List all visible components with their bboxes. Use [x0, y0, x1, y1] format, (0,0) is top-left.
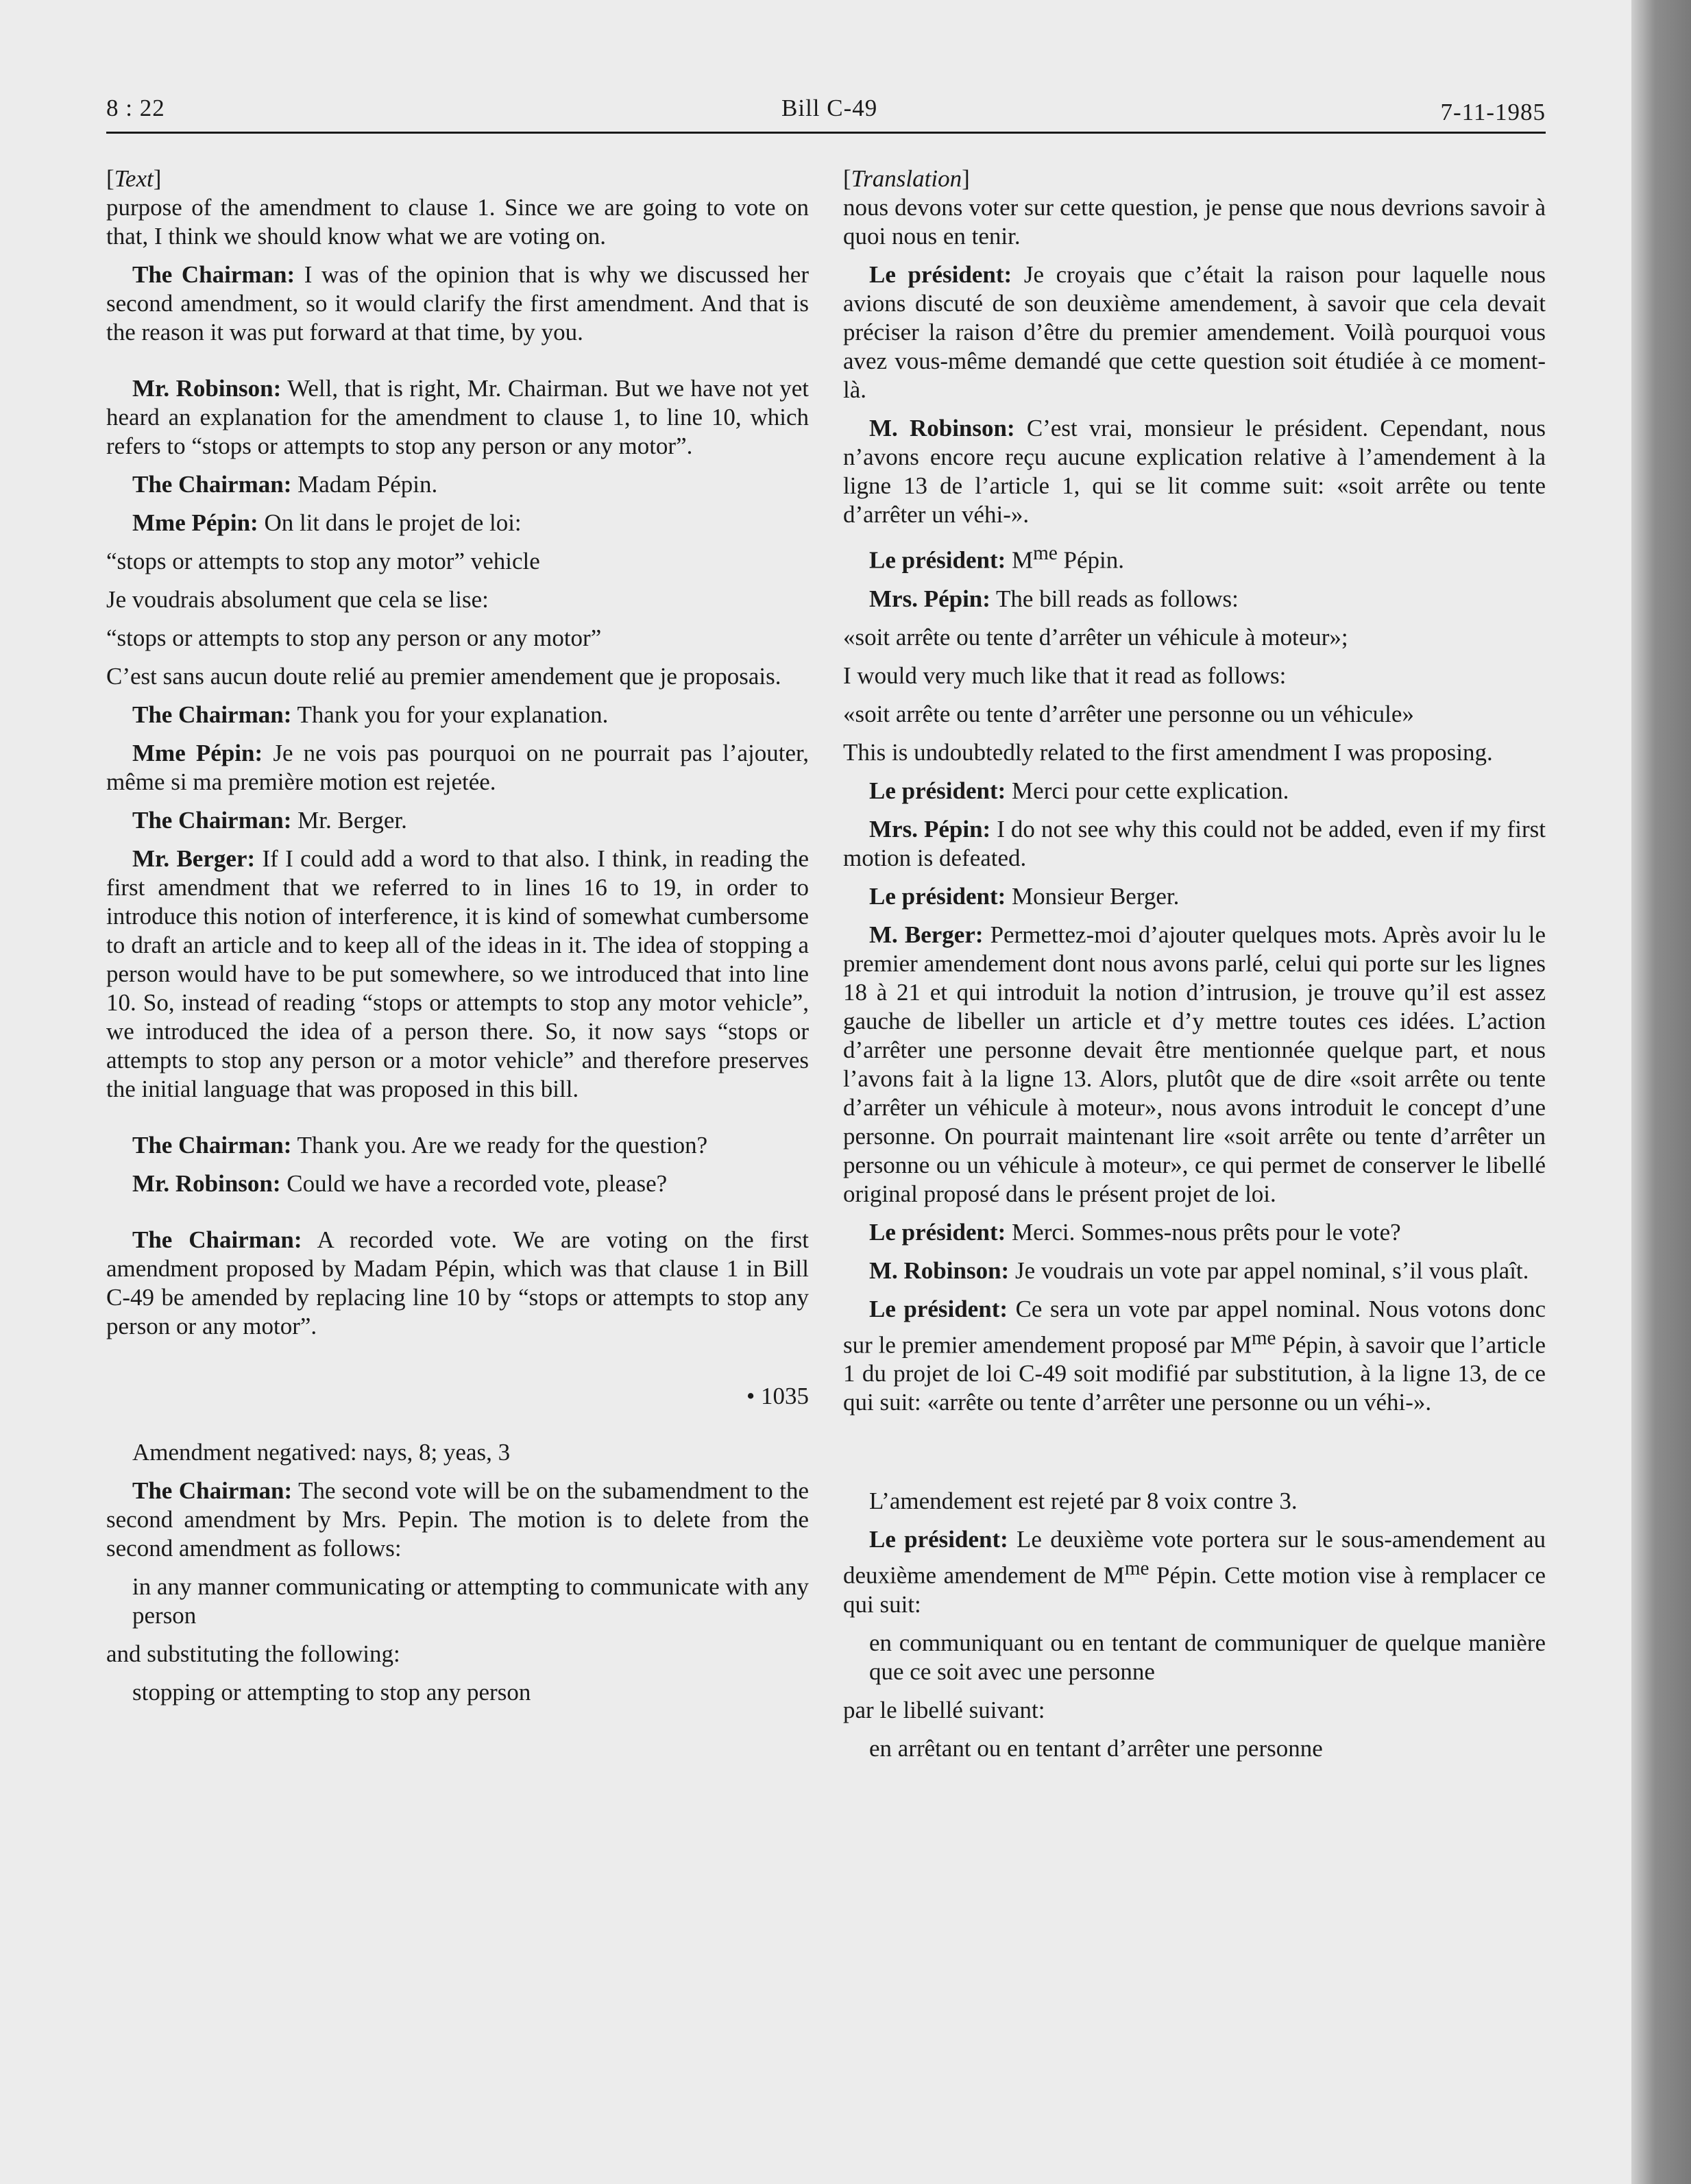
vote-result: L’amendement est rejeté par 8 voix contre 3. [869, 1488, 1298, 1515]
paragraph: The Chairman: I was of the opinion that is why we discussed her second amendment, so it would clarify the first amendment. And that is the reason it was put forward at that time, by you. [106, 261, 809, 345]
paragraph: Mme Pépin: Je ne vois pas pourquoi on ne pourrait pas l’ajouter, même si ma première motion est rejetée. [106, 740, 809, 795]
column-tag: [Translation] [843, 165, 970, 192]
paragraph: This is undoubtedly related to the first amendment I was proposing. [843, 738, 1493, 766]
quoted-line: «soit arrête ou tente d’arrêter un véhicule à moteur»; [843, 623, 1348, 651]
paragraph: The Chairman: Thank you for your explanation. [132, 701, 609, 728]
speaker-name: Mrs. Pépin: [869, 585, 990, 612]
page-edge-shadow [1631, 0, 1691, 2184]
speaker-name: Mme Pépin: [132, 740, 263, 766]
paragraph: Le président: Ce sera un vote par appel nominal. Nous votons donc sur le premier amendement proposé par $M^{me}$ Pépin, à savoir que l’article 1 du projet de loi C-49 soit modifié par substitution, à la ligne 13, de ce qui suit: «arrête ou tente d’arrêter une personne ou un véhi-». [843, 1295, 1546, 1416]
speaker-name: Le président: [869, 882, 1006, 910]
paragraph: Mrs. Pépin: The bill reads as follows: [869, 585, 1239, 612]
speaker-name: Le président: [869, 777, 1006, 804]
paragraph: Mr. Robinson: Could we have a recorded vote, please? [132, 1170, 668, 1197]
paragraph: The Chairman: The second vote will be on the subamendment to the second amendment by Mrs. Pepin. The motion is to delete from the second amendment as follows: [106, 1477, 809, 1562]
speaker-name: Mme Pépin: [132, 509, 258, 536]
paragraph: purpose of the amendment to clause 1. Since we are going to vote on that, I think we should know what we are voting on. [106, 194, 809, 250]
paragraph: Je voudrais absolument que cela se lise: [106, 586, 489, 613]
paragraph: The Chairman: Thank you. Are we ready for the question? [132, 1132, 708, 1158]
paragraph: The Chairman: Madam Pépin. [132, 471, 438, 498]
bill-title: Bill C-49 [781, 95, 878, 121]
speaker-name: The Chairman: [132, 471, 292, 498]
speaker-name: Mr. Robinson: [132, 1170, 281, 1197]
quoted-line: “stops or attempts to stop any motor” vehicle [106, 548, 540, 574]
speaker-name: The Chairman: [132, 1132, 292, 1158]
header-date: 7-11-1985 [1440, 99, 1546, 125]
speaker-name: M. Robinson: [869, 415, 1015, 441]
speaker-name: Le président: [869, 1218, 1006, 1246]
time-marker: • 1035 [746, 1383, 809, 1409]
quoted-line: «soit arrête ou tente d’arrêter une personne ou un véhicule» [843, 700, 1414, 727]
page-reference: 8 : 22 [106, 95, 165, 121]
paragraph: M. Berger: Permettez-moi d’ajouter quelques mots. Après avoir lu le premier amendement dont nous avons parlé, celui qui porte sur les lignes 18 à 21 et qui introduit la notion d’intrusion, je trouve qu’il est assez gauche de libeller un article et d’y mettre toutes ces idées. L’action d’arrêter une personne devait être mentionnée quelque part, et nous l’avons fait à la ligne 13. Alors, plutôt que de dire «soit arrête ou tente d’arrêter un véhicule à moteur», nous avons introduit le concept d’une personne. On pourrait maintenant lire «soit arrête ou tente d’arrêter un personne ou un véhicule à moteur», ce qui permet de conserver le libellé original proposé dans le présent projet de loi. [843, 921, 1546, 1207]
speaker-name: M. Robinson: [869, 1257, 1010, 1284]
quoted-line: stopping or attempting to stop any person [132, 1679, 531, 1706]
paragraph: Le président: Merci. Sommes-nous prêts pour le vote? [869, 1218, 1401, 1246]
paragraph: par le libellé suivant: [843, 1696, 1045, 1723]
column-tag: [Text] [106, 165, 162, 192]
speaker-name: The Chairman: [132, 1226, 302, 1253]
paragraph: Le président: Je croyais que c’était la raison pour laquelle nous avions discuté de son deuxième amendement, à savoir que cela devait préciser la raison d’être du premier amendement. Voilà pourquoi vous avez vous-même demandé que cette question soit étudiée à ce moment-là. [843, 261, 1546, 403]
speaker-name: Le président: [869, 1295, 1008, 1322]
paragraph: C’est sans aucun doute relié au premier amendement que je proposais. [106, 663, 781, 690]
speaker-name: Mr. Berger: [132, 845, 256, 872]
header-rule [106, 132, 1546, 134]
paragraph: Le président: Le deuxième vote portera sur le sous-amendement au deuxième amendement de $M^{me}$ Pépin. Cette motion vise à remplacer ce qui suit: [843, 1526, 1546, 1618]
paragraph: The Chairman: Mr. Berger. [132, 807, 407, 834]
paragraph: Mr. Berger: If I could add a word to that also. I think, in reading the first amendment that we referred to in lines 16 to 19, in order to introduce this notion of interference, it is kind of somewhat cumbersome to draft an article and to keep all of the ideas in it. The idea of stopping a person would have to be put somewhere, so we introduced that into line 10. So, instead of reading “stops or attempts to stop any motor vehicle”, we introduced the idea of a person there. So, it now says “stops or attempts to stop any person or a motor vehicle” and therefore preserves the initial language that was proposed in this bill. [106, 845, 809, 1102]
paragraph: Le président: $M^{me}$ Pépin. [869, 542, 1125, 574]
speaker-name: Le président: [869, 261, 1012, 288]
paragraph: nous devons voter sur cette question, je pense que nous devrions savoir à quoi nous en tenir. [843, 194, 1546, 250]
paragraph: The Chairman: A recorded vote. We are voting on the first amendment proposed by Madam Pépin, which was that clause 1 in Bill C-49 be amended by replacing line 10 by “stops or attempts to stop any person or any motor”. [106, 1226, 809, 1339]
quoted-line: en arrêtant ou en tentant d’arrêter une personne [869, 1734, 1323, 1762]
paragraph: Le président: Merci pour cette explication. [869, 777, 1289, 804]
paragraph: I would very much like that it read as follows: [843, 662, 1287, 689]
running-header [106, 95, 1546, 130]
paragraph: Mme Pépin: On lit dans le projet de loi: [132, 509, 522, 536]
speaker-name: The Chairman: [132, 261, 295, 288]
paragraph: and substituting the following: [106, 1640, 400, 1667]
vote-result: Amendment negatived: nays, 8; yeas, 3 [132, 1439, 511, 1466]
speaker-name: M. Berger: [869, 921, 984, 948]
quoted-line: en communiquant ou en tentant de communiquer de quelque manière que ce soit avec une personne [869, 1629, 1546, 1685]
speaker-name: Mrs. Pépin: [869, 815, 991, 842]
french-column [843, 165, 1546, 1988]
speaker-name: The Chairman: [132, 1477, 293, 1504]
speaker-name: Le président: [869, 1526, 1008, 1553]
speaker-name: Mr. Robinson: [132, 375, 282, 402]
speaker-name: The Chairman: [132, 807, 292, 834]
quoted-line: “stops or attempts to stop any person or any motor” [106, 624, 602, 651]
paragraph: Mrs. Pépin: I do not see why this could not be added, even if my first motion is defeated. [843, 815, 1546, 871]
paragraph: Mr. Robinson: Well, that is right, Mr. Chairman. But we have not yet heard an explanation for the amendment to clause 1, to line 10, which refers to “stops or attempts to stop any person or any motor”. [106, 375, 809, 459]
paragraph: Le président: Monsieur Berger. [869, 882, 1180, 910]
speaker-name: The Chairman: [132, 701, 292, 728]
paragraph: M. Robinson: C’est vrai, monsieur le président. Cependant, nous n’avons encore reçu aucune explication relative à l’amendement à la ligne 13 de l’article 1, qui se lit comme suit: «soit arrête ou tente d’arrêter un véhi-». [843, 415, 1546, 528]
paragraph: M. Robinson: Je voudrais un vote par appel nominal, s’il vous plaît. [869, 1257, 1529, 1284]
english-column [106, 165, 809, 1988]
quoted-line: in any manner communicating or attempting to communicate with any person [132, 1573, 809, 1629]
speaker-name: Le président: [869, 546, 1006, 574]
